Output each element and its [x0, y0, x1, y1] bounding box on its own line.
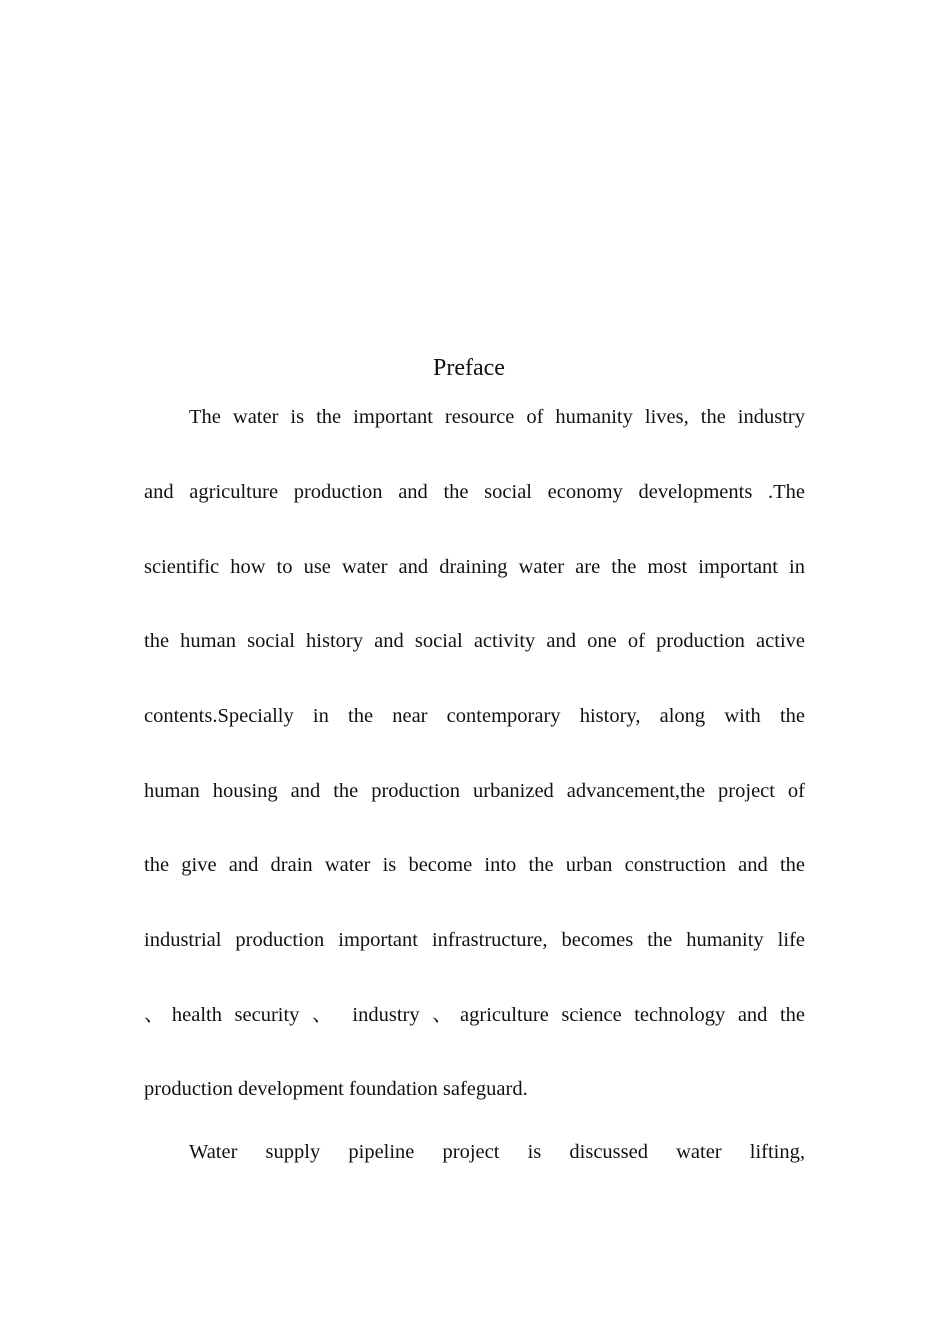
paragraph-1-line: 、health security 、 industry 、agriculture science technology and the: [144, 1004, 805, 1026]
paragraph-1-line: contents.Specially in the near contemporary history, along with the: [144, 705, 805, 727]
paragraph-1-line: The water is the important resource of humanity lives, the industry: [189, 406, 805, 428]
paragraph-1-line: scientific how to use water and draining water are the most important in: [144, 556, 805, 578]
paragraph-1-line: the give and drain water is become into the urban construction and the: [144, 854, 805, 876]
paragraph-1-line: the human social history and social activity and one of production active: [144, 630, 805, 652]
page-title: Preface: [433, 355, 505, 381]
paragraph-1-line: and agriculture production and the social economy developments .The: [144, 481, 805, 503]
paragraph-1-line: industrial production important infrastructure, becomes the humanity life: [144, 929, 805, 951]
paragraph-1-line: production development foundation safeguard.: [144, 1078, 528, 1100]
paragraph-1-line: human housing and the production urbanized advancement,the project of: [144, 780, 805, 802]
paragraph-2-line: Water supply pipeline project is discussed water lifting,: [189, 1141, 805, 1163]
